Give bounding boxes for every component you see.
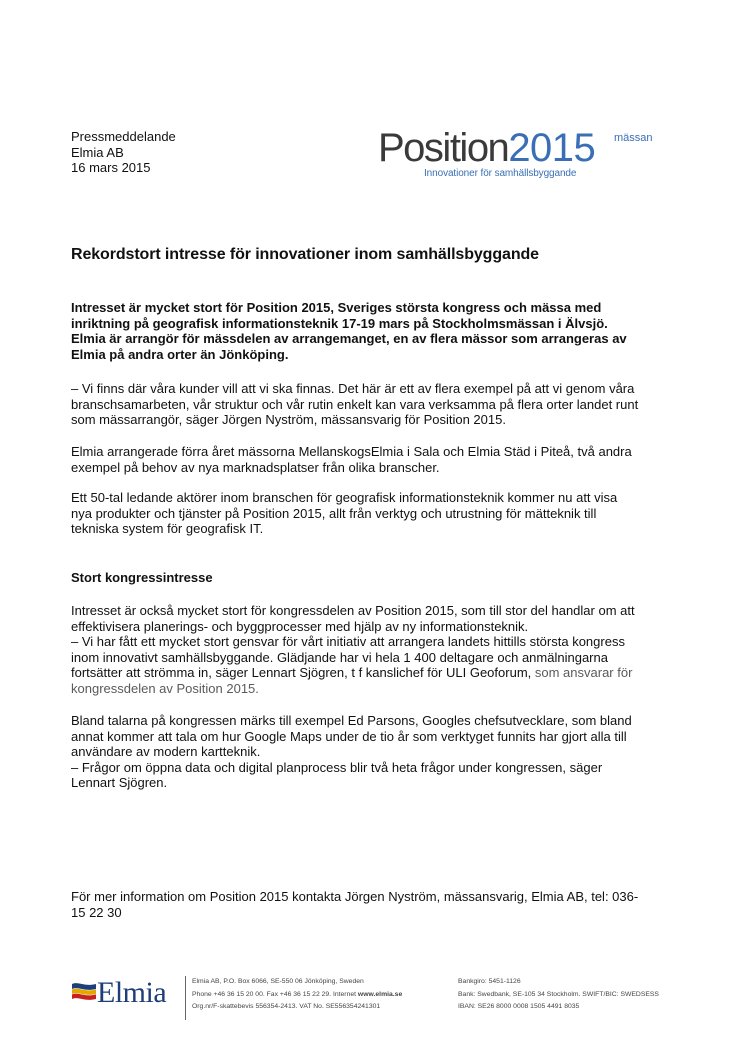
text-line: Intresset är också mycket stort för kongressdelen av Position 2015, som till stor del handlar om att <box>71 603 635 618</box>
website-link[interactable]: www.elmia.se <box>357 990 403 998</box>
text-line: användare av modern kartteknik. <box>71 744 261 759</box>
history-paragraph <box>71 444 681 475</box>
text-line: Bland talarna på kongressen märks till exempel Ed Parsons, Googles chefsutvecklare, som bland <box>71 713 632 728</box>
text-line: – Vi har fått ett mycket stort gensvar för vårt initiativ att arrangera landets hittills största kongress <box>71 634 625 649</box>
text-line: nya produkter och tjänster på Position 2015, allt från verktyg och utrustning för mätteknik till <box>71 505 597 521</box>
quote-paragraph <box>71 381 681 428</box>
text-segment: fortsätter att strömma in, säger Lennart Sjögren, t f kanslichef för ULI Geoforum, <box>71 665 535 680</box>
lead-paragraph <box>71 300 681 362</box>
text-line: annat kommer att tala om hur Google Maps under de tio år som verktyget funnits har gjort alla till <box>71 728 627 744</box>
lead-line: inriktning på geografisk informationsteknik 17-19 mars på Stockholmsmässan i Älvsjö. <box>71 315 608 331</box>
text-line: För mer information om Position 2015 kontakta Jörgen Nyström, mässansvarig, Elmia AB, tel: 036- <box>71 889 639 904</box>
footer-line: Bankgiro: 5451-1126 <box>458 978 521 985</box>
footer-address <box>192 976 402 1014</box>
lead-line: Elmia är arrangör för mässdelen av arrangemanget, en av flera mässor som arrangeras av <box>71 331 627 346</box>
text-line: kongressdelen av Position 2015. <box>71 680 259 696</box>
contact-paragraph <box>71 889 681 920</box>
text-line: branschsamarbeten, vår struktur och vår rutin enkelt kan vara verksamma på flera orter landet runt <box>71 396 639 412</box>
logo-word: Position <box>378 126 509 170</box>
footer-segment: Phone +46 36 15 20 00. Fax +46 36 15 22 29. Internet <box>192 990 358 998</box>
position-2015-logo <box>378 124 678 186</box>
footer-line: IBAN: SE26 8000 0008 1505 4491 8035 <box>458 1003 580 1010</box>
exhibitors-paragraph <box>71 490 681 537</box>
doc-type: Pressmeddelande <box>71 129 176 144</box>
text-line: – Frågor om öppna data och digital planprocess blir två heta frågor under kongressen, säger <box>71 759 603 775</box>
lead-line: Elmia på andra orter än Jönköping. <box>71 346 289 362</box>
text-line: Elmia arrangerade förra året mässorna MellanskogsElmia i Sala och Elmia Städ i Piteå, två andra <box>71 444 632 459</box>
text-line: exempel på behov av nya marknadsplatser från olika branscher. <box>71 459 440 475</box>
logo-superscript: mässan <box>614 132 653 144</box>
text-line: Lennart Sjögren. <box>71 775 168 790</box>
text-line: som mässarrangör, säger Jörgen Nyström, mässansvarig för Position 2015. <box>71 412 506 427</box>
footer-line <box>192 989 402 1002</box>
elmia-logo-text: Elmia <box>97 976 167 1009</box>
logo-wordmark <box>378 124 595 172</box>
logo-year: 2015 <box>508 126 596 170</box>
footer-bank <box>458 976 659 1014</box>
text-line: inom innovativt samhällsbyggande. Glädjande har vi hela 1 400 deltagare och anmälningarna <box>71 649 608 665</box>
text-line: effektivisera planerings- och byggprocesser med hjälp av ny informationsteknik. <box>71 618 529 634</box>
footer-line: Elmia AB, P.O. Box 6066, SE-550 06 Jönköping, Sweden <box>192 978 364 985</box>
logo-tagline: Innovationer för samhällsbyggande <box>424 168 577 179</box>
elmia-flag-icon <box>71 980 97 1002</box>
footer-line: Org.nr/F-skattebevis 556354-2413. VAT No. SE556354241301 <box>192 1003 381 1010</box>
congress-paragraph <box>71 603 681 696</box>
text-line <box>71 665 681 681</box>
footer-divider <box>185 976 186 1020</box>
press-release-header <box>71 129 176 176</box>
speakers-paragraph <box>71 713 681 791</box>
text-segment: som ansvarar för <box>534 665 633 680</box>
page-title: Rekordstort intresse för innovationer inom samhällsbyggande <box>71 246 539 263</box>
text-line: – Vi finns där våra kunder vill att vi ska finnas. Det här är ett av flera exempel på att vi genom våra <box>71 381 635 396</box>
release-date: 16 mars 2015 <box>71 160 151 175</box>
text-line: tekniska system för geografisk IT. <box>71 521 264 536</box>
section-heading: Stort kongressintresse <box>71 570 213 585</box>
text-line: Ett 50-tal ledande aktörer inom branschen för geografisk informationsteknik kommer nu att visa <box>71 490 618 505</box>
company-name: Elmia AB <box>71 144 124 160</box>
lead-line: Intresset är mycket stort för Position 2015, Sveriges största kongress och mässa med <box>71 300 602 315</box>
text-line: 15 22 30 <box>71 904 122 920</box>
footer-line: Bank: Swedbank, SE-105 34 Stockholm. SWIFT/BIC: SWEDSESS <box>458 990 659 998</box>
